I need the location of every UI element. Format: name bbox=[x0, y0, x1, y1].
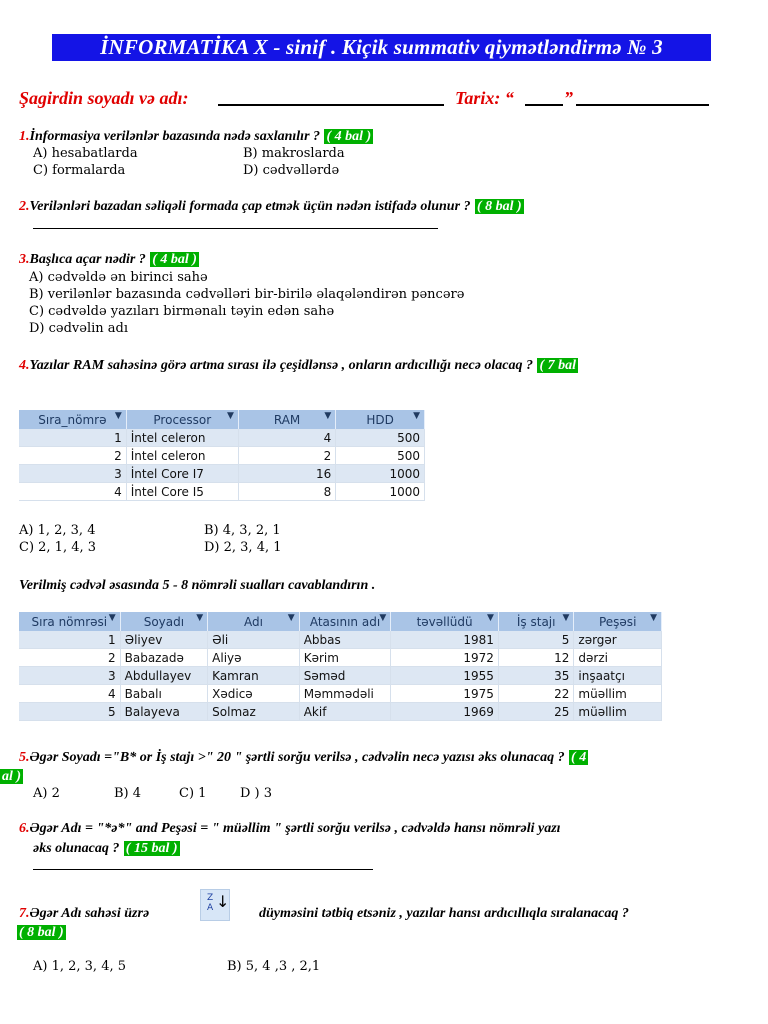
question-5-points-continued: al ) bbox=[2, 769, 22, 784]
student-name-line bbox=[218, 104, 444, 106]
table-cell: 1969 bbox=[391, 703, 499, 721]
question-5-text: Əgər Soyadı ="B* or İş stajı >" 20 " şərtli sorğu verilsə , cədvəlin necə yazısı əks olunacaq ? bbox=[29, 750, 565, 765]
dropdown-arrow-icon[interactable]: ▼ bbox=[324, 411, 332, 421]
table-cell: 3 bbox=[19, 667, 120, 685]
q4-option-a: A) 1, 2, 3, 4 bbox=[19, 523, 96, 538]
table-cell: 2 bbox=[238, 447, 335, 465]
dropdown-arrow-icon[interactable]: ▼ bbox=[226, 411, 234, 421]
table-row bbox=[19, 447, 425, 465]
table-cell: Balayeva bbox=[120, 703, 208, 721]
employees-table bbox=[19, 612, 662, 721]
table-row bbox=[19, 429, 425, 447]
table-cell: 1975 bbox=[391, 685, 499, 703]
table-cell: 1955 bbox=[391, 667, 499, 685]
question-7-number: 7. bbox=[19, 906, 30, 921]
table-cell: 1 bbox=[19, 631, 120, 649]
table-row bbox=[19, 465, 425, 483]
table-row bbox=[19, 631, 662, 649]
q4-option-b: B) 4, 3, 2, 1 bbox=[204, 523, 281, 538]
q3-option-d: D) cədvəlin adı bbox=[29, 321, 129, 336]
dropdown-arrow-icon[interactable]: ▼ bbox=[114, 411, 122, 421]
table-cell: dərzi bbox=[574, 649, 662, 667]
q7-option-b: B) 5, 4 ,3 , 2,1 bbox=[227, 959, 321, 974]
column-header[interactable]: HDD ▼ bbox=[336, 410, 425, 429]
question-7 bbox=[19, 904, 149, 923]
table-cell: Abbas bbox=[299, 631, 391, 649]
date-quote: ” bbox=[564, 88, 573, 108]
column-header[interactable]: Adı ▼ bbox=[208, 612, 300, 631]
q5-option-d: D ) 3 bbox=[240, 786, 273, 801]
table-cell: Abdullayev bbox=[120, 667, 208, 685]
q1-option-b: B) makroslarda bbox=[243, 146, 345, 161]
table-row bbox=[19, 703, 662, 721]
q7-option-a: A) 1, 2, 3, 4, 5 bbox=[33, 959, 127, 974]
q5-option-a: A) 2 bbox=[33, 786, 60, 801]
table-cell: inşaatçı bbox=[574, 667, 662, 685]
column-header[interactable]: Soyadı ▼ bbox=[120, 612, 208, 631]
question-7-text-continued: düyməsini tətbiq etsəniz , yazılar hansı ardıcıllıqla sıralanacaq ? bbox=[259, 906, 629, 921]
table-row bbox=[19, 667, 662, 685]
table-cell: Solmaz bbox=[208, 703, 300, 721]
q3-option-a: A) cədvəldə ən birinci sahə bbox=[29, 270, 208, 285]
table-cell: 5 bbox=[19, 703, 120, 721]
column-header[interactable]: İş stajı ▼ bbox=[498, 612, 573, 631]
q3-option-b: B) verilənlər bazasında cədvəlləri bir-birilə əlaqələndirən pəncərə bbox=[29, 287, 465, 302]
dropdown-arrow-icon[interactable]: ▼ bbox=[379, 613, 387, 623]
dropdown-arrow-icon[interactable]: ▼ bbox=[287, 613, 295, 623]
question-7-after-icon bbox=[259, 904, 629, 923]
question-7-text: Əgər Adı sahəsi üzrə bbox=[29, 906, 150, 921]
table-cell: Babalı bbox=[120, 685, 208, 703]
question-6-points: ( 15 bal ) bbox=[125, 841, 178, 856]
table-cell: 4 bbox=[19, 483, 126, 501]
dropdown-arrow-icon[interactable]: ▼ bbox=[487, 613, 494, 623]
q4-option-d: D) 2, 3, 4, 1 bbox=[204, 540, 282, 555]
table-cell: 8 bbox=[238, 483, 335, 501]
sort-icon-letter-z: Z bbox=[207, 893, 214, 903]
table-cell: Səməd bbox=[299, 667, 391, 685]
table-cell: 1981 bbox=[391, 631, 499, 649]
question-1-points: ( 4 bal ) bbox=[326, 129, 372, 144]
date-rest-line bbox=[576, 104, 709, 106]
table-cell: 1 bbox=[19, 429, 126, 447]
dropdown-arrow-icon[interactable]: ▼ bbox=[108, 613, 116, 623]
sort-descending-icon bbox=[200, 889, 230, 921]
table-cell: 25 bbox=[498, 703, 573, 721]
column-header[interactable]: Processor ▼ bbox=[126, 410, 238, 429]
table-cell: Xədicə bbox=[208, 685, 300, 703]
table-cell: 4 bbox=[238, 429, 335, 447]
q2-answer-line bbox=[33, 228, 438, 229]
table-cell: 2 bbox=[19, 649, 120, 667]
table-cell: 500 bbox=[336, 447, 425, 465]
q6-answer-line bbox=[33, 869, 373, 870]
q1-option-a: A) hesabatlarda bbox=[33, 146, 138, 161]
table-cell: 16 bbox=[238, 465, 335, 483]
table-cell: 1000 bbox=[336, 483, 425, 501]
question-6-line2 bbox=[33, 839, 180, 858]
question-5-points-wrap bbox=[0, 767, 23, 786]
sort-icon-letter-a: A bbox=[207, 903, 214, 913]
question-3-number: 3. bbox=[19, 252, 30, 267]
dropdown-arrow-icon[interactable]: ▼ bbox=[413, 411, 420, 421]
table-cell: Məmmədəli bbox=[299, 685, 391, 703]
student-name-label: Şagirdin soyadı və adı: bbox=[19, 88, 189, 108]
question-3-text: Başlıca açar nədir ? bbox=[29, 252, 146, 267]
table-cell: 500 bbox=[336, 429, 425, 447]
question-3-points: ( 4 bal ) bbox=[152, 252, 197, 267]
title-banner: İNFORMATİKA X - sinif . Kiçik summativ qiymətləndirmə № 3 bbox=[52, 34, 711, 61]
question-6 bbox=[19, 819, 561, 838]
table-cell: Əli bbox=[208, 631, 300, 649]
dropdown-arrow-icon[interactable]: ▼ bbox=[196, 613, 204, 623]
question-1-text: İnformasiya verilənlər bazasında nədə saxlanılır ? bbox=[29, 129, 321, 144]
table-cell: 2 bbox=[19, 447, 126, 465]
column-header[interactable]: təvəllüdü ▼ bbox=[391, 612, 499, 631]
table-cell: Akif bbox=[299, 703, 391, 721]
question-2-points: ( 8 bal ) bbox=[476, 199, 522, 214]
column-header[interactable]: Sıra_nömrə ▼ bbox=[19, 410, 126, 429]
q5-option-c: C) 1 bbox=[179, 786, 207, 801]
question-5-number: 5. bbox=[19, 750, 30, 765]
table-cell: müəllim bbox=[574, 703, 662, 721]
table-cell: 1000 bbox=[336, 465, 425, 483]
table-cell: Babazadə bbox=[120, 649, 208, 667]
dropdown-arrow-icon[interactable]: ▼ bbox=[562, 613, 570, 623]
q5-option-b: B) 4 bbox=[114, 786, 142, 801]
table-row bbox=[19, 649, 662, 667]
question-1 bbox=[19, 127, 373, 146]
question-6-number: 6. bbox=[19, 821, 30, 836]
table-cell: İntel celeron bbox=[126, 429, 238, 447]
question-2-text: Verilənləri bazadan səliqəli formada çap etmək üçün nədən istifadə olunur ? bbox=[29, 199, 471, 214]
table-cell: 5 bbox=[498, 631, 573, 649]
table-cell: İntel Core I5 bbox=[126, 483, 238, 501]
question-2 bbox=[19, 197, 524, 216]
table-cell: 22 bbox=[498, 685, 573, 703]
table-header-row bbox=[19, 410, 425, 429]
question-3 bbox=[19, 250, 199, 269]
table-cell: 35 bbox=[498, 667, 573, 685]
question-5-points: ( 4 bbox=[571, 750, 587, 765]
column-header[interactable]: Peşəsi ▼ bbox=[574, 612, 662, 631]
section-instruction: Verilmiş cədvəl əsasında 5 - 8 nömrəli sualları cavablandırın . bbox=[19, 578, 376, 593]
column-header[interactable]: Sıra nömrəsi ▼ bbox=[19, 612, 120, 631]
table-header-row bbox=[19, 612, 662, 631]
table-cell: Aliyə bbox=[208, 649, 300, 667]
dropdown-arrow-icon[interactable]: ▼ bbox=[650, 613, 657, 623]
q4-option-c: C) 2, 1, 4, 3 bbox=[19, 540, 97, 555]
column-header[interactable]: RAM ▼ bbox=[238, 410, 335, 429]
table-cell: Əliyev bbox=[120, 631, 208, 649]
question-7-points-wrap bbox=[17, 923, 66, 942]
table-cell: 1972 bbox=[391, 649, 499, 667]
table-cell: Kərim bbox=[299, 649, 391, 667]
question-6-text: Əgər Adı = "*ə*" and Peşəsi = " müəllim " şərtli sorğu verilsə , cədvəldə hansı nömrəli yazı bbox=[29, 821, 561, 836]
table-cell: 3 bbox=[19, 465, 126, 483]
computers-table bbox=[19, 410, 425, 501]
date-label: Tarix: “ bbox=[455, 88, 514, 108]
question-1-number: 1. bbox=[19, 129, 30, 144]
question-4-points: ( 7 bal bbox=[539, 358, 577, 373]
question-4 bbox=[19, 356, 578, 375]
question-6-text-continued: əks olunacaq ? bbox=[33, 841, 120, 856]
question-2-number: 2. bbox=[19, 199, 30, 214]
date-day-line bbox=[525, 104, 563, 106]
q1-option-c: C) formalarda bbox=[33, 163, 126, 178]
question-4-text: Yazılar RAM sahəsinə görə artma sırası ilə çeşidlənsə , onların ardıcıllığı necə olacaq ? bbox=[29, 358, 534, 373]
table-cell: 12 bbox=[498, 649, 573, 667]
question-7-points: ( 8 bal ) bbox=[19, 925, 64, 940]
table-cell: İntel Core I7 bbox=[126, 465, 238, 483]
table-row bbox=[19, 483, 425, 501]
q3-option-c: C) cədvəldə yazıları birmənalı təyin edən sahə bbox=[29, 304, 335, 319]
table-cell: İntel celeron bbox=[126, 447, 238, 465]
q1-option-d: D) cədvəllərdə bbox=[243, 163, 340, 178]
table-row bbox=[19, 685, 662, 703]
arrow-down-icon: ↓ bbox=[216, 892, 230, 911]
table-cell: 4 bbox=[19, 685, 120, 703]
table-cell: Kamran bbox=[208, 667, 300, 685]
column-header[interactable]: Atasının adı ▼ bbox=[299, 612, 391, 631]
question-4-number: 4. bbox=[19, 358, 30, 373]
table-cell: müəllim bbox=[574, 685, 662, 703]
table-cell: zərgər bbox=[574, 631, 662, 649]
question-5 bbox=[19, 748, 588, 767]
